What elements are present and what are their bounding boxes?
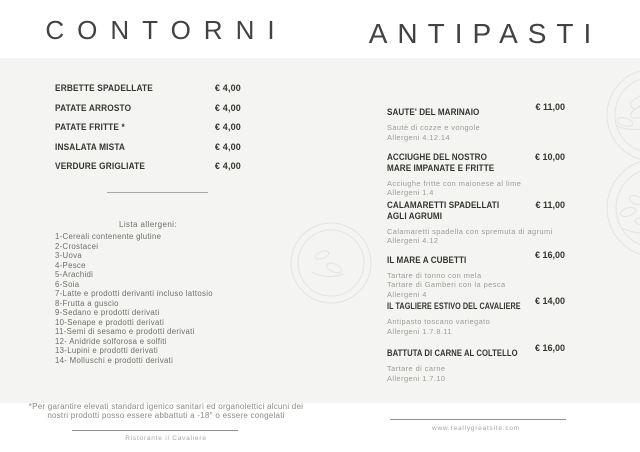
- menu-item-header: [387, 102, 565, 120]
- menu-item-header: [387, 343, 565, 361]
- hygiene-footnote: *Per garantire elevati standard igenico sanitari ed organolettici alcuni dei nostri prodotti posso essere abbattuti a -18° o essere congelati: [28, 402, 304, 421]
- item-name: IL MARE A CUBETTI: [387, 255, 467, 265]
- menu-item-header: [387, 296, 565, 314]
- item-name: SAUTE' DEL MARINAIO: [387, 107, 480, 117]
- item-price: € 10,00: [534, 152, 565, 162]
- item-name: ACCIUGHE DEL NOSTRO MARE IMPANATE E FRITTE: [387, 152, 495, 173]
- allergen-entry: 5-Arachidi: [55, 270, 94, 279]
- item-allergens: Allergeni 1.7.8.11: [387, 326, 452, 336]
- item-price: € 4,00: [214, 102, 241, 113]
- allergen-entry: 4-Pesce: [55, 260, 86, 270]
- item-allergens: Allergeni 4: [387, 289, 427, 299]
- menu-item-header: [387, 152, 565, 176]
- item-description: Antipasto toscano variegato: [387, 317, 491, 326]
- item-allergens: Allergeni 4.12: [387, 236, 439, 246]
- allergen-entry: 7-Latte e prodotti derivanti incluso lattosio: [55, 289, 213, 298]
- item-description: Tartare di carne: [387, 364, 446, 373]
- item-name: ERBETTE SPADELLATE: [55, 83, 153, 93]
- allergen-entry: 14- Molluschi e prodotti derivati: [55, 355, 174, 365]
- allergen-list: [55, 220, 241, 365]
- allergen-entry: 3-Uova: [55, 251, 83, 260]
- allergen-entry: 11-Semi di sesamo e prodotti derivati: [55, 327, 195, 336]
- item-name: PATATE ARROSTO: [55, 102, 132, 113]
- website-url: www.reallygreatsite.com: [431, 425, 521, 432]
- allergen-entry: 10-Senape e prodotti derivati: [55, 317, 165, 327]
- menu-item-row: [55, 142, 241, 152]
- item-description: Sautè di cozze e vongole: [387, 123, 481, 132]
- item-price: € 11,00: [535, 200, 565, 210]
- item-description: Tartare di tonno con mela: [387, 271, 482, 280]
- menu-item-row: [55, 103, 241, 113]
- item-price: € 4,00: [214, 141, 241, 152]
- item-description: Tartare di Gamberi con la pesca: [387, 279, 506, 289]
- item-name: IL TAGLIERE ESTIVO DEL CAVALIERE: [387, 301, 521, 311]
- item-name: CALAMARETTI SPADELLATI AGLI AGRUMI: [387, 200, 500, 221]
- menu-item-row: [55, 161, 241, 171]
- menu-item: [387, 102, 565, 143]
- menu-item-row: [55, 83, 241, 93]
- allergen-entry: 1-Cereali contenente glutine: [55, 232, 162, 241]
- section-title-antipasti: ANTIPASTI: [368, 18, 602, 49]
- item-price: € 16,00: [534, 250, 565, 260]
- item-allergens: Allergeni 1.4: [387, 188, 434, 198]
- restaurant-name: Ristorante il Cavaliere: [125, 435, 207, 442]
- allergen-entry: 6-Soia: [55, 279, 80, 289]
- footer-left-divider: [72, 430, 238, 431]
- allergen-list-heading: Lista allergeni:: [119, 220, 177, 229]
- allergen-entry: 8-Frutta a guscio: [55, 298, 119, 308]
- item-name: PATATE FRITTE *: [55, 122, 125, 132]
- menu-item: [387, 343, 565, 384]
- item-price: € 4,00: [214, 161, 241, 171]
- item-price: € 11,00: [535, 102, 565, 112]
- menu-item: [387, 152, 565, 198]
- footer-right-divider: [390, 419, 566, 420]
- section-title-contorni: CONTORNI: [45, 15, 288, 45]
- menu-item-header: [387, 250, 565, 268]
- item-price: € 16,00: [534, 343, 565, 353]
- item-allergens: Allergeni 1.7.10: [387, 373, 446, 383]
- item-name: INSALATA MISTA: [55, 141, 126, 152]
- item-description: Acciughe fritte con maionese al lime: [387, 178, 522, 188]
- menu-item: [387, 296, 565, 337]
- item-price: € 4,00: [214, 83, 241, 93]
- allergen-entry: 13-Lupini e prodotti derivati: [55, 346, 159, 355]
- menu-item-header: [387, 200, 565, 224]
- item-description: Calamaretti spadella con spremuta di agrumi: [387, 226, 553, 236]
- section-divider: [107, 192, 208, 193]
- contorni-item-list: [55, 83, 241, 181]
- item-name: BATTUTA DI CARNE AL COLTELLO: [387, 348, 518, 358]
- item-price: € 4,00: [214, 122, 241, 132]
- allergen-entry: 2-Crostacei: [55, 241, 99, 251]
- menu-item: [387, 200, 565, 246]
- item-price: € 14,00: [534, 296, 565, 306]
- menu-item: [387, 250, 565, 299]
- allergen-entry: 9-Sedano e prodotti derivati: [55, 308, 160, 317]
- item-allergens: Allergeni 4.12.14: [387, 132, 451, 142]
- allergen-entry: 12- Anidride solforosa e solfiti: [55, 336, 167, 346]
- item-name: VERDURE GRIGLIATE: [55, 161, 146, 171]
- menu-item-row: [55, 122, 241, 132]
